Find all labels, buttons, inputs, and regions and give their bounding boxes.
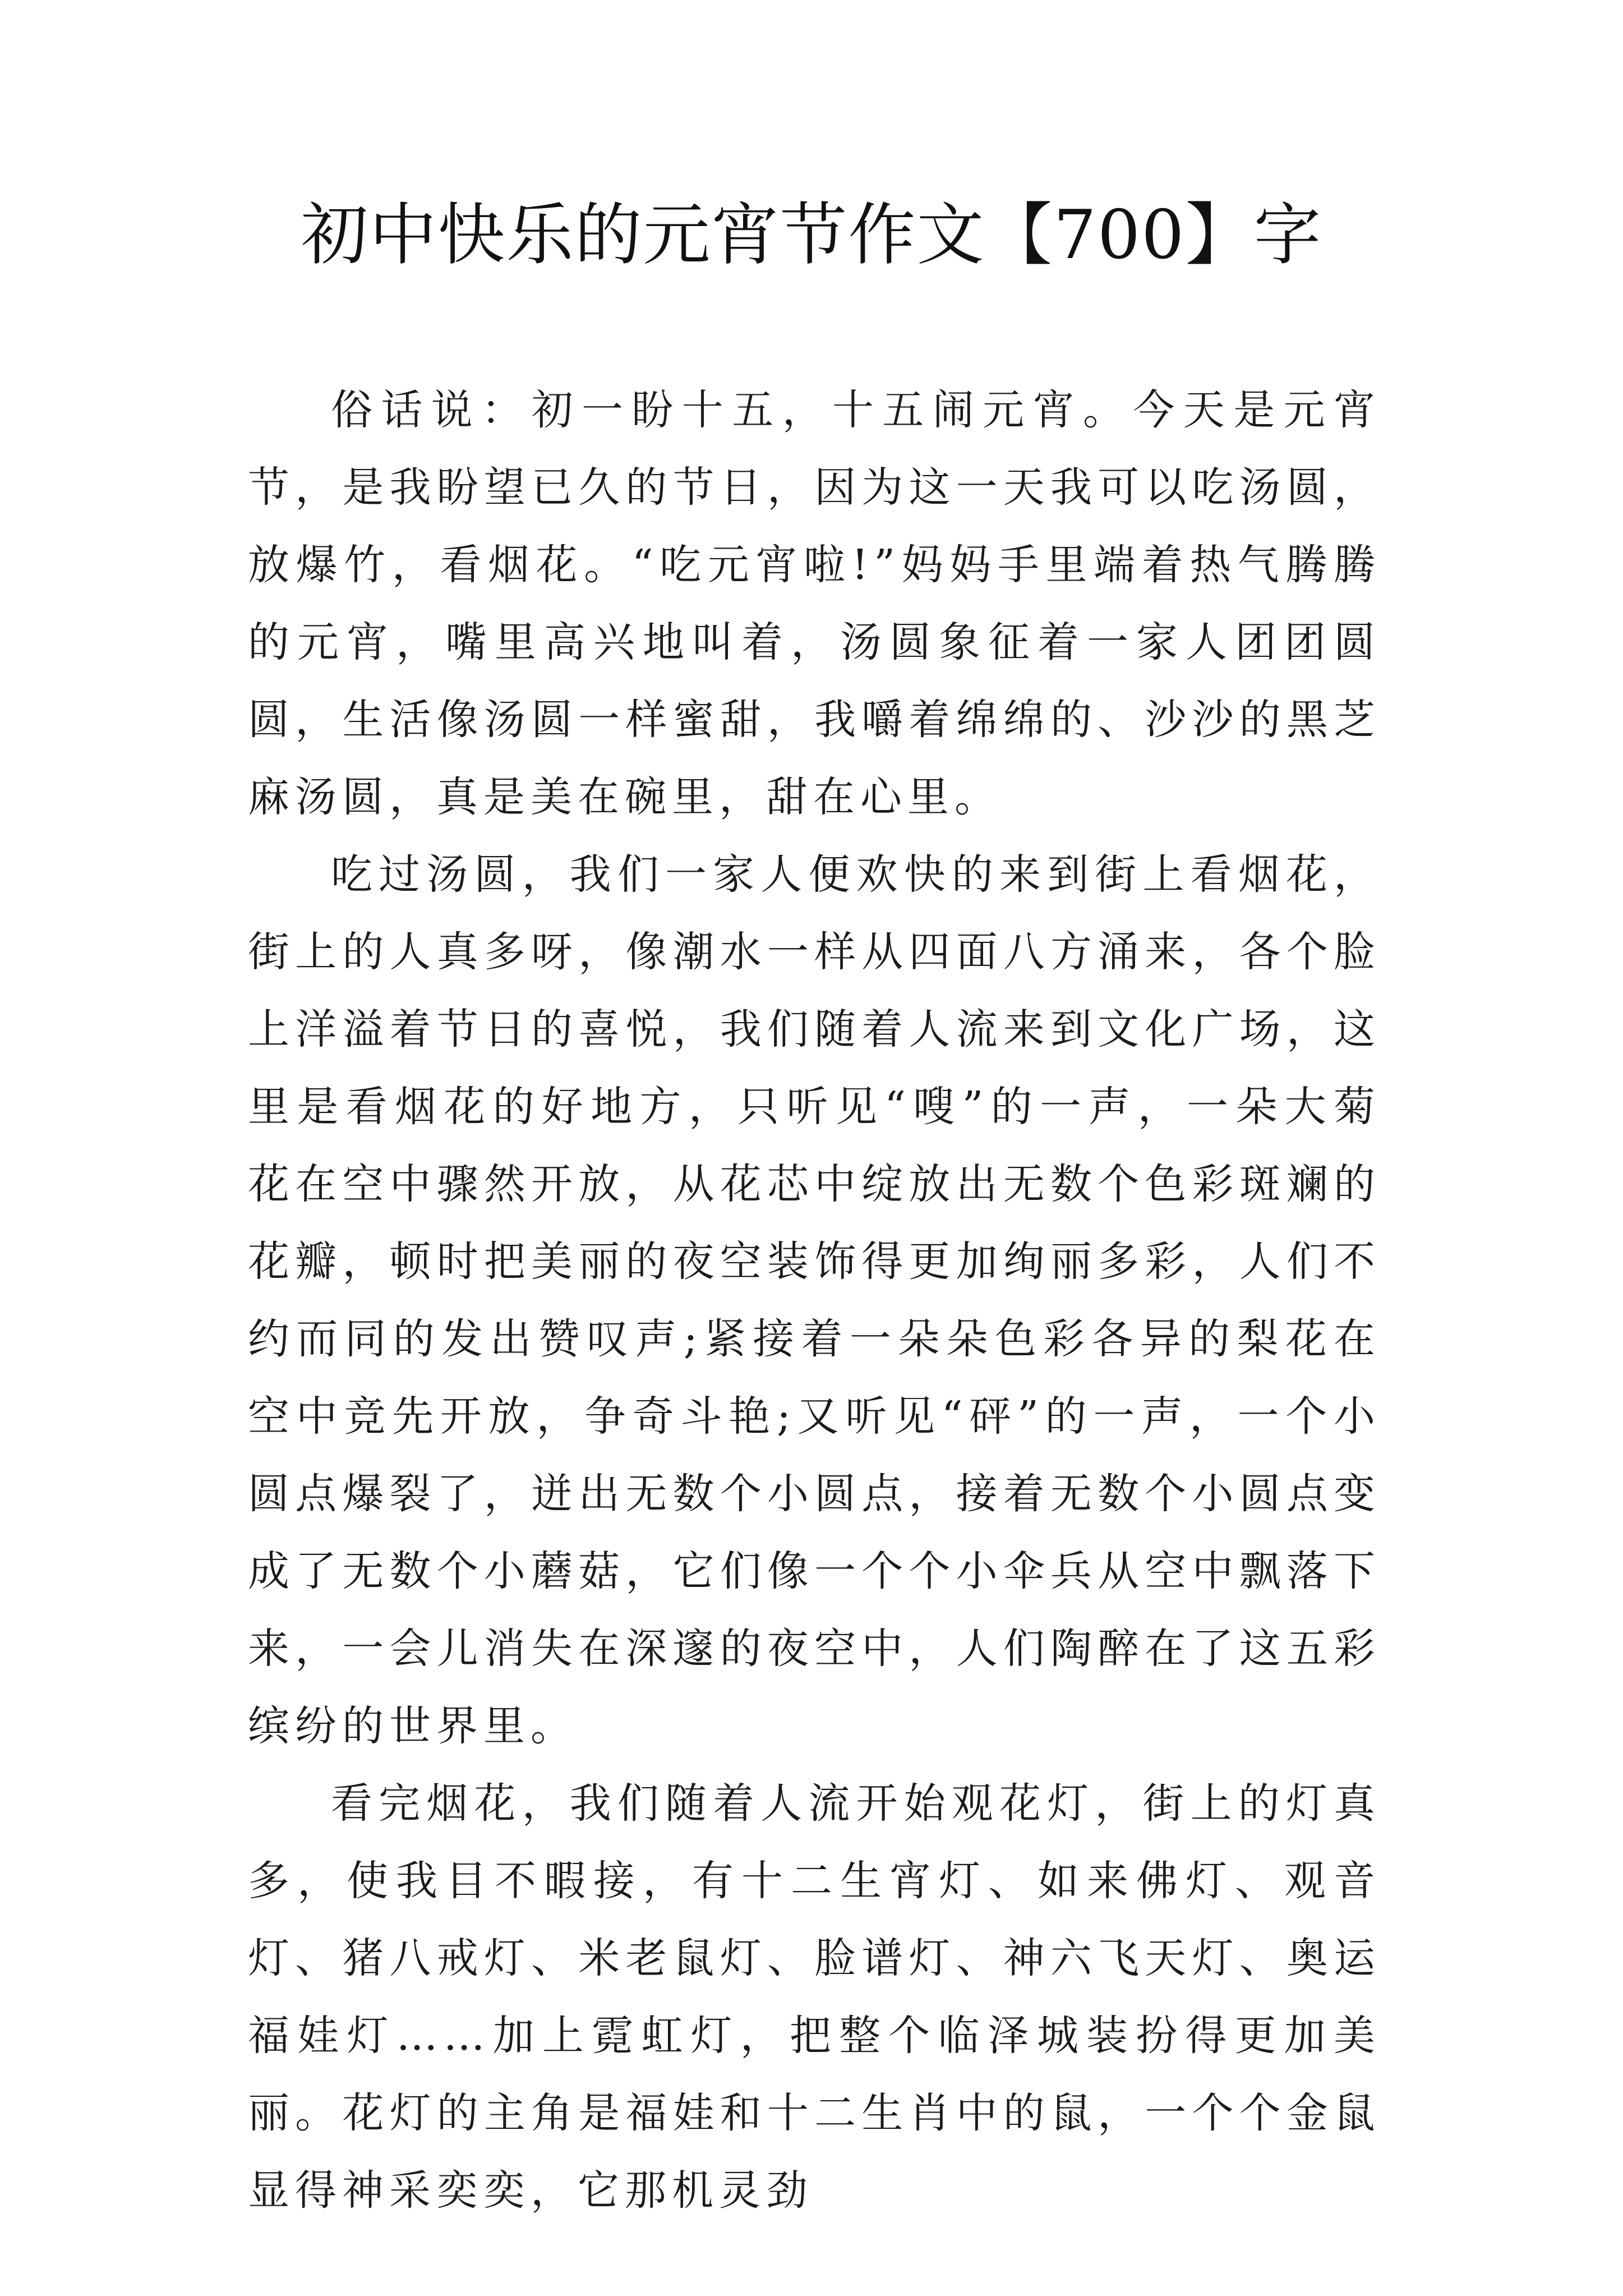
paragraph: 看完烟花，我们随着人流开始观花灯，街上的灯真多，使我目不暇接，有十二生宵灯、如来佛灯、观音灯、猪八戒灯、米老鼠灯、脸谱灯、神六飞天灯、奥运福娃灯……加上霓虹灯，把整个临泽城装扮得更加美丽。花灯的主角是福娃和十二生肖中的鼠，一个个金鼠显得神采奕奕，它那机灵劲	[248, 1779, 1381, 2215]
paragraph: 俗话说：初一盼十五，十五闹元宵。今天是元宵节，是我盼望已久的节日，因为这一天我可以吃汤圆，放爆竹，看烟花。“吃元宵啦!”妈妈手里端着热气腾腾的元宵，嘴里高兴地叫着，汤圆象征着一家人团团圆圆，生活像汤圆一样蜜甜，我嚼着绵绵的、沙沙的黑芝麻汤圆，真是美在碗里，甜在心里。	[248, 386, 1381, 821]
paragraph: 吃过汤圆，我们一家人便欢快的来到街上看烟花，街上的人真多呀，像潮水一样从四面八方涌来，各个脸上洋溢着节日的喜悦，我们随着人流来到文化广场，这里是看烟花的好地方，只听见“嗖”的一声，一朵大菊花在空中骤然开放，从花芯中绽放出无数个色彩斑斓的花瓣，顿时把美丽的夜空装饰得更加绚丽多彩，人们不约而同的发出赞叹声;紧接着一朵朵色彩各异的梨花在空中竞先开放，争奇斗艳;又听见“砰”的一声，一个小圆点爆裂了，迸出无数个小圆点，接着无数个小圆点变成了无数个小蘑菇，它们像一个个小伞兵从空中飘落下来，一会儿消失在深邃的夜空中，人们陶醉在了这五彩缤纷的世界里。	[248, 850, 1381, 1750]
document-body	[248, 371, 1381, 2229]
document-title: 初中快乐的元宵节作文【700】字	[301, 196, 1322, 274]
